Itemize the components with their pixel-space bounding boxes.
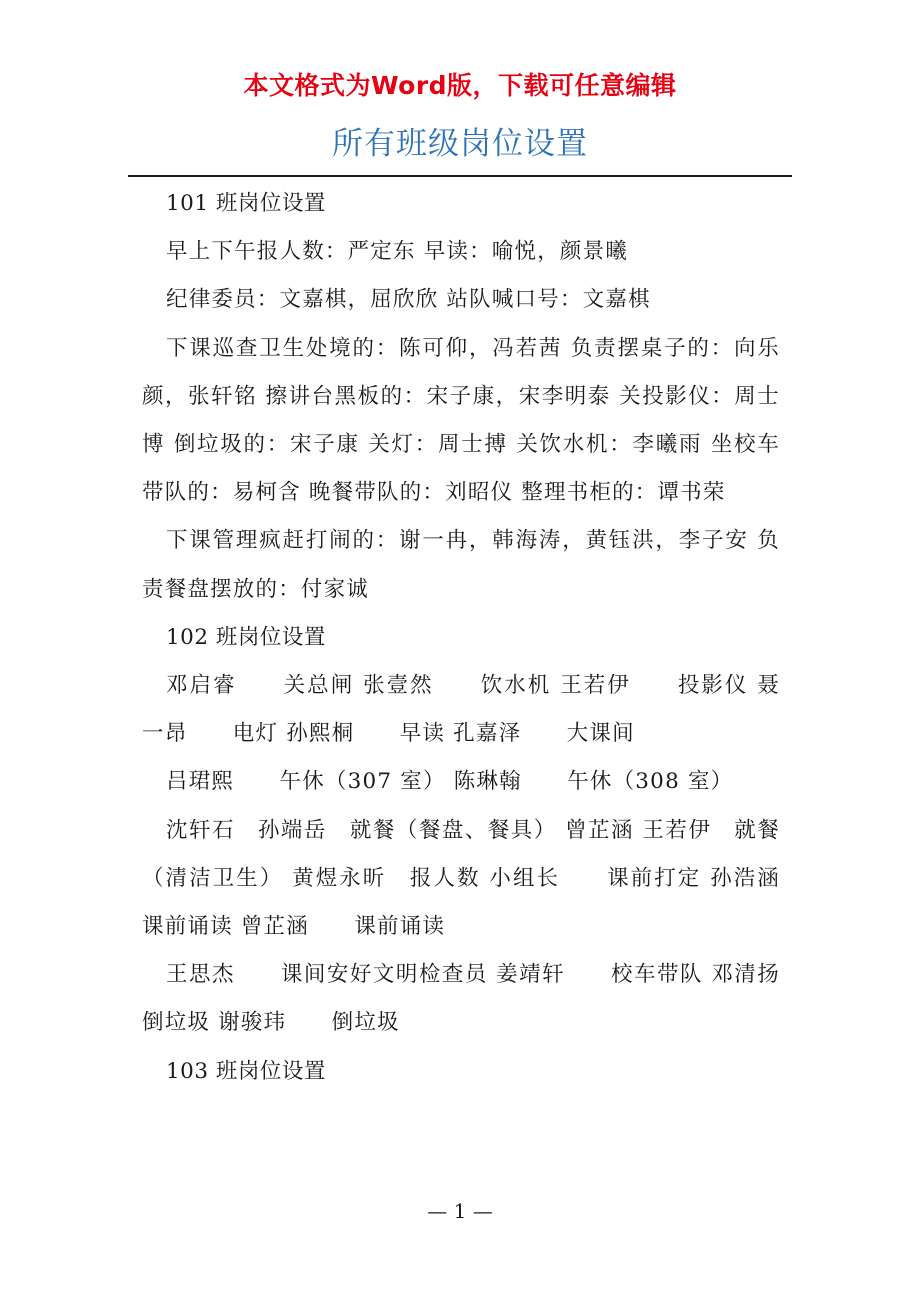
section-heading-103: 103 班岗位设置 [166, 1058, 326, 1084]
paragraph: 沈轩石 孙端岳 就餐（餐盘、餐具） 曾芷涵 王若伊 就餐（清洁卫生） 黄煜永昕 报人数 小组长 课前打定 孙浩涵 课前诵读 曾芷涵 课前诵读 [142, 817, 826, 940]
header-divider [128, 175, 792, 177]
page-number: — 1 — [427, 1199, 493, 1223]
document-body [142, 180, 826, 1096]
section-heading-101: 101 班岗位设置 [166, 191, 326, 216]
page-title: 所有班级岗位设置 [332, 126, 588, 162]
paragraph: 邓启睿 关总闸 张壹然 饮水机 王若伊 投影仪 聂一昂 电灯 孙熙桐 早读 孔嘉泽 大课间 [142, 673, 780, 747]
paragraph: 下课管理疯赶打闹的：谢一冉，韩海涛，黄钰洪，李子安 负责餐盘摆放的：付家诚 [142, 528, 780, 602]
paragraph: 下课巡查卫生处境的：陈可仰，冯若茜 负责摆桌子的：向乐颜，张轩铭 擦讲台黑板的：宋子康，宋李明泰 关投影仪：周士博 倒垃圾的：宋子康 关灯：周士搏 关饮水机：李曦雨 坐校车带队的：易柯含 晚餐带队的：刘昭仪 整理书柜的：谭书荣 [142, 335, 780, 506]
paragraph: 王思杰 课间安好文明检查员 姜靖轩 校车带队 邓清扬 倒垃圾 谢骏玮 倒垃圾 [142, 962, 826, 1036]
section-heading-102: 102 班岗位设置 [166, 624, 326, 650]
paragraph: 纪律委员：文嘉棋，屈欣欣 站队喊口号：文嘉棋 [166, 287, 651, 313]
paragraph: 早上下午报人数：严定东 早读：喻悦，颜景曦 [166, 239, 629, 265]
format-notice: 本文格式为Word版，下载可任意编辑 [243, 71, 677, 100]
paragraph: 吕珺熙 午休（307 室） 陈琳翰 午休（308 室） [166, 769, 734, 795]
